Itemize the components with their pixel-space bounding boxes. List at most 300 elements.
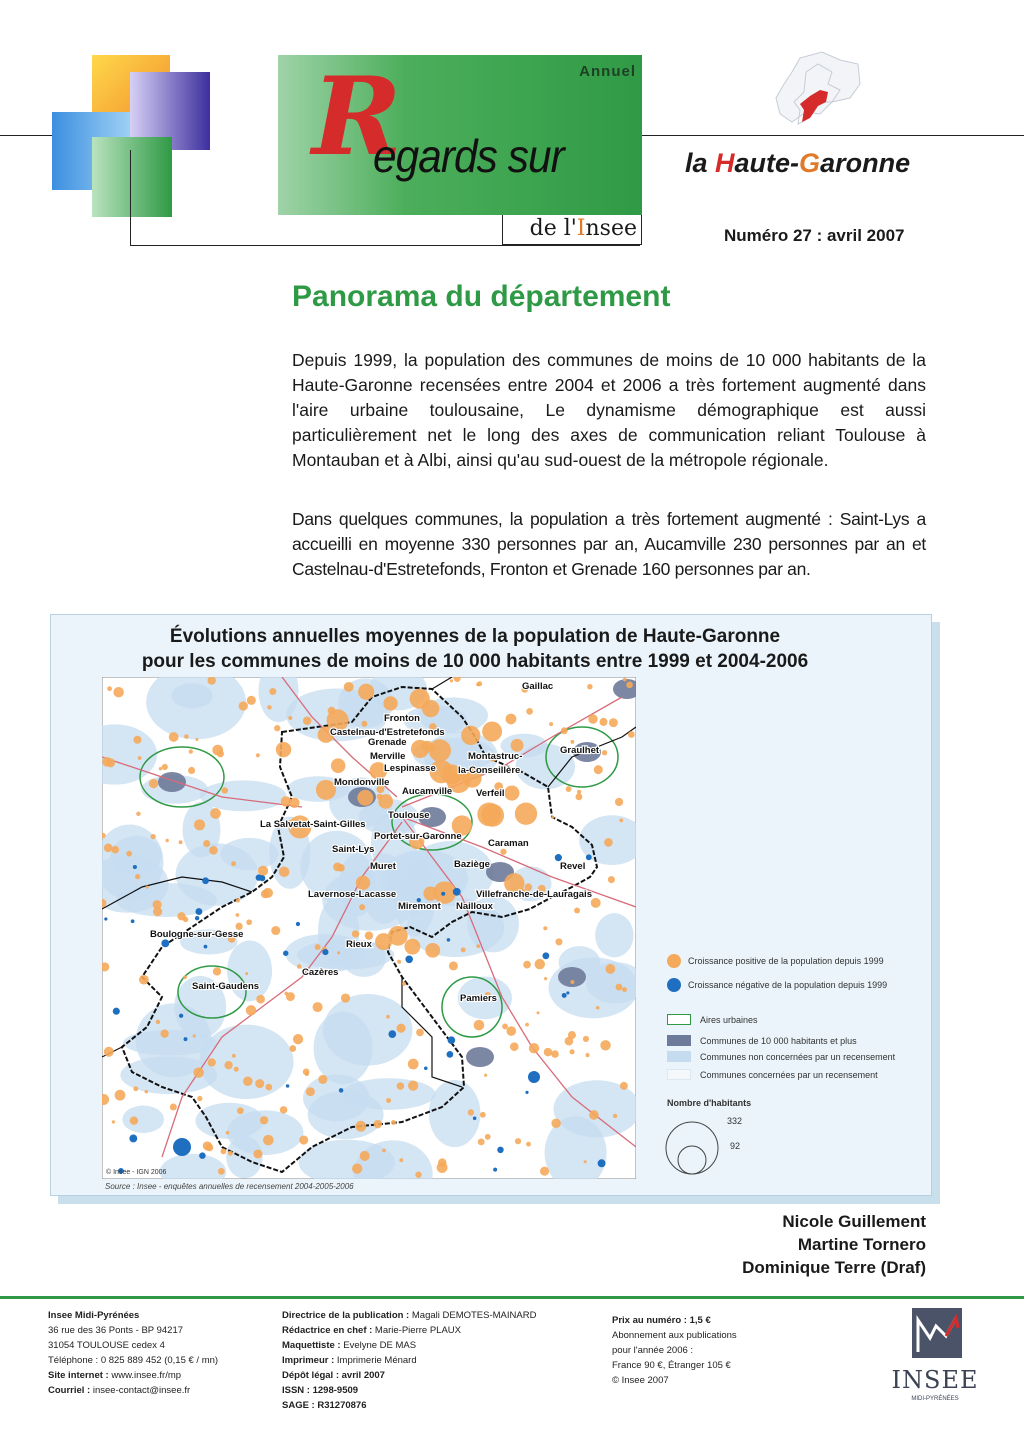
map-growth-dot-negative <box>104 917 107 920</box>
map-growth-dot-positive <box>224 1061 232 1069</box>
map-zone-not-concerned <box>136 1003 212 1077</box>
footer-col2-line-bold: Directrice de la publication : <box>282 1310 412 1321</box>
map-growth-dot-negative <box>447 938 451 942</box>
map-growth-dot-positive <box>615 798 623 806</box>
footer-col2-line-bold: Imprimeur : <box>282 1355 337 1366</box>
map-place-label: Lespinasse <box>384 763 436 774</box>
map-growth-dot-positive <box>386 1015 390 1019</box>
map-growth-dot-negative <box>473 1117 477 1121</box>
map-growth-dot-positive <box>356 876 370 890</box>
map-growth-dot-positive <box>193 1034 196 1037</box>
map-growth-dot-positive <box>570 740 574 744</box>
map-growth-dot-negative <box>542 952 549 959</box>
map-zone-not-concerned <box>200 780 287 811</box>
map-growth-dot-positive <box>151 834 156 839</box>
header-rule-right <box>640 135 1024 136</box>
map-place-label: Lavernose-Lacasse <box>308 889 397 900</box>
legend-not-concerned-label: Communes non concernées par un recensement <box>700 1052 896 1062</box>
map-growth-dot-positive <box>232 1054 236 1058</box>
footer-col3-line-text: France 90 €, Étranger 105 € <box>612 1360 731 1371</box>
map-growth-dot-positive <box>341 993 350 1002</box>
legend-positive-dot <box>667 954 681 968</box>
map-growth-dot-positive <box>615 984 622 991</box>
map-growth-dot-positive <box>587 684 592 689</box>
map-growth-dot-positive <box>605 964 615 974</box>
map-growth-dot-negative <box>131 919 135 923</box>
map-place-label: Portet-sur-Garonne <box>374 831 462 842</box>
map-growth-dot-positive <box>484 1074 487 1077</box>
map-growth-dot-positive <box>209 846 218 855</box>
map-growth-dot-positive <box>136 812 140 816</box>
masthead-insee-rest: nsee <box>585 216 637 241</box>
map-growth-dot-positive <box>265 1084 272 1091</box>
map-growth-dot-positive <box>410 689 430 709</box>
map-growth-dot-negative <box>256 874 262 880</box>
footer-col1-line-bold: Site internet : <box>48 1370 112 1381</box>
map-growth-dot-positive <box>184 734 189 739</box>
map-growth-dot-negative <box>204 945 208 949</box>
map-growth-dot-positive <box>236 898 240 902</box>
map-zone-not-concerned <box>342 1078 435 1110</box>
footer-col1-line-text: Téléphone : 0 825 889 452 (0,15 € / mn) <box>48 1355 219 1366</box>
map-growth-dot-positive <box>160 1029 168 1037</box>
map-growth-dot-positive <box>450 679 453 682</box>
masthead-de-l: de l' <box>529 216 577 241</box>
footer-col2-line <box>282 1368 536 1383</box>
map-growth-dot-positive <box>468 1109 474 1115</box>
footer-col2-line-bold: Rédactrice en chef : <box>282 1325 375 1336</box>
map-growth-dot-positive <box>361 721 367 727</box>
map-growth-dot-positive <box>222 787 228 793</box>
map-growth-dot-positive <box>476 944 480 948</box>
masthead-annuel: Annuel <box>579 63 636 80</box>
map-growth-dot-negative <box>598 1159 606 1167</box>
map-growth-dot-positive <box>620 1082 628 1090</box>
map-place-label: Verfeil <box>476 788 505 799</box>
map-growth-dot-positive <box>288 716 292 720</box>
map-growth-dot-positive <box>297 964 302 969</box>
map-growth-dot-positive <box>525 1023 529 1027</box>
map-growth-dot-positive <box>271 926 280 935</box>
map-growth-dot-positive <box>179 840 183 844</box>
footer-col2-line <box>282 1308 536 1323</box>
map-growth-dot-positive <box>111 846 119 854</box>
map-growth-dot-negative <box>525 1091 528 1094</box>
map-growth-dot-positive <box>506 714 517 725</box>
footer-col3-line-text: pour l'année 2006 : <box>612 1345 694 1356</box>
map-growth-dot-positive <box>600 1040 610 1050</box>
map-place-label: Boulogne-sur-Gesse <box>150 929 244 940</box>
map-place-label: Castelnau-d'Estretefonds <box>330 727 445 738</box>
map-growth-dot-positive <box>537 1011 540 1014</box>
map-growth-dot-positive <box>245 972 248 975</box>
map-growth-dot-positive <box>544 977 547 980</box>
map-growth-dot-positive <box>476 682 480 686</box>
map-growth-dot-positive <box>391 1120 396 1125</box>
footer-col2-line-text: Evelyne DE MAS <box>343 1340 417 1351</box>
map-growth-dot-positive <box>551 1050 559 1058</box>
map-growth-dot-positive <box>551 816 554 819</box>
insee-logo-text: INSEE <box>891 1366 979 1394</box>
map-growth-dot-positive <box>570 980 574 984</box>
map-growth-dot-positive <box>588 714 597 723</box>
map-growth-dot-positive <box>485 1134 491 1140</box>
dept-h: H <box>715 148 735 178</box>
map-growth-dot-negative <box>405 956 413 964</box>
map-growth-dot-positive <box>480 1112 486 1118</box>
map-place-label: Villefranche-de-Lauragais <box>476 889 592 900</box>
map-growth-dot-positive <box>623 678 627 682</box>
map-growth-dot-positive <box>279 867 289 877</box>
footer-address-column <box>48 1308 218 1398</box>
map-place-label: Muret <box>370 861 396 872</box>
map-growth-dot-positive <box>478 1138 485 1145</box>
footer-col1-line-bold: Courriel : <box>48 1385 93 1396</box>
masthead-regards-sur: egards sur <box>373 130 564 182</box>
map-growth-dot-negative <box>161 939 169 947</box>
map-growth-dot-positive <box>386 1098 391 1103</box>
map-growth-dot-positive <box>526 1142 531 1147</box>
map-growth-dot-positive <box>515 1138 521 1144</box>
dept-g: G <box>799 148 821 178</box>
footer-col3-line <box>612 1343 737 1358</box>
map-growth-dot-positive <box>247 696 256 705</box>
footer-col2-line-text: Magali DEMOTES-MAINARD <box>411 1310 537 1321</box>
footer-col2-line <box>282 1398 536 1413</box>
article-paragraph-1: Depuis 1999, la population des communes de moins de 10 000 habitants de la Haute-Garonne recensées entre 2004 et 2006 a très fortement augmenté dans l'aire urbaine toulousaine, Le dynamisme démographique est aussi particulièrement net le long des axes de communication reliant Toulouse à Montauban et à Albi, ainsi qu'au sud-ouest de la métropole régionale. <box>292 350 926 470</box>
map-zone-big-commune <box>158 772 186 792</box>
map-growth-dot-positive <box>551 1118 560 1127</box>
map-place-label: Graulhet <box>560 745 600 756</box>
map-growth-dot-positive <box>243 1077 252 1086</box>
masthead-de-l-insee <box>502 215 642 245</box>
map-growth-dot-positive <box>596 1006 600 1010</box>
insee-logo-mark-icon <box>912 1308 962 1360</box>
map-growth-dot-positive <box>628 731 635 738</box>
footer-col2-line-text: Marie-Pierre PLAUX <box>374 1325 461 1336</box>
footer-col1-line-text: 31054 TOULOUSE cedex 4 <box>48 1340 165 1351</box>
map-growth-dot-positive <box>237 1107 244 1114</box>
footer-col2-line-bold: Maquettiste : <box>282 1340 344 1351</box>
map-growth-dot-negative <box>173 1138 191 1156</box>
map-growth-dot-positive <box>313 1002 323 1012</box>
footer-col1-line <box>48 1353 218 1368</box>
legend-concerned-label: Communes concernées par un recensement <box>700 1070 878 1080</box>
map-growth-dot-positive <box>146 886 149 889</box>
legend-size-small: 92 <box>730 1141 741 1151</box>
map-growth-dot-positive <box>156 1020 160 1024</box>
map-growth-dot-positive <box>515 803 537 825</box>
map-zone-not-concerned <box>595 913 633 957</box>
map-zone-not-concerned <box>171 683 213 708</box>
map-growth-dot-negative <box>195 908 202 915</box>
masthead-insee-i: I <box>576 216 586 241</box>
map-growth-dot-positive <box>416 1029 424 1037</box>
map-growth-dot-positive <box>138 756 142 760</box>
map-growth-dot-positive <box>331 758 346 773</box>
map-growth-dot-negative <box>283 951 288 956</box>
map-growth-dot-positive <box>449 961 458 970</box>
footer-col2-line-bold: ISSN : 1298-9509 <box>282 1385 359 1396</box>
map-growth-dot-positive <box>352 930 359 937</box>
map-growth-dot-positive <box>162 764 168 770</box>
footer-col3-line <box>612 1313 737 1328</box>
map-growth-dot-positive <box>206 1144 214 1152</box>
footer-col1-line <box>48 1308 218 1323</box>
insee-logo-subtext: MIDI-PYRÉNÉES <box>911 1396 959 1402</box>
map-growth-dot-negative <box>286 1084 289 1087</box>
map-growth-dot-positive <box>263 888 273 898</box>
map-growth-dot-positive <box>328 707 336 715</box>
map-place-label: Nailloux <box>456 901 493 912</box>
map-growth-dot-positive <box>213 967 221 975</box>
map-growth-dot-positive <box>267 705 271 709</box>
map-growth-dot-positive <box>113 687 123 697</box>
map-growth-dot-positive <box>609 718 618 727</box>
footer-col1-line <box>48 1338 218 1353</box>
footer-col2-line-bold: Dépôt légal : avril 2007 <box>282 1370 385 1381</box>
map-growth-dot-positive <box>408 1081 418 1091</box>
map-zone-not-concerned <box>227 940 272 1001</box>
map-growth-dot-positive <box>622 987 627 992</box>
map-zone-big-commune <box>466 1047 494 1067</box>
footer-col3-line <box>612 1373 737 1388</box>
issue-number: Numéro 27 : avril 2007 <box>724 226 905 245</box>
figure-title-line-2: pour les communes de moins de 10 000 habitants entre 1999 et 2004-2006 <box>141 651 809 672</box>
map-growth-dot-negative <box>179 1014 183 1018</box>
map-growth-dot-negative <box>129 1135 137 1143</box>
map-place-label: Toulouse <box>388 810 430 821</box>
map-growth-dot-positive <box>500 849 506 855</box>
map-growth-dot-positive <box>383 696 397 710</box>
footer-rule <box>0 1296 1024 1299</box>
map-growth-dot-positive <box>299 1136 308 1145</box>
map-growth-dot-positive <box>352 1163 362 1173</box>
footer-col3-line-text: © Insee 2007 <box>612 1375 669 1386</box>
map-growth-dot-negative <box>113 1008 120 1015</box>
map-growth-dot-positive <box>133 736 141 744</box>
map-place-label: Miremont <box>398 901 441 912</box>
map-growth-dot-positive <box>461 726 480 745</box>
map-growth-dot-positive <box>360 1151 370 1161</box>
map-growth-dot-positive <box>408 1059 419 1070</box>
map-growth-dot-positive <box>280 1106 288 1114</box>
map-growth-dot-positive <box>195 738 198 741</box>
figure-source: Source : Insee - enquêtes annuelles de recensement 2004-2005-2006 <box>105 1182 354 1191</box>
map-growth-dot-positive <box>613 1114 617 1118</box>
map-place-label: Grenade <box>368 737 407 748</box>
map-growth-dot-positive <box>107 686 112 691</box>
map-growth-dot-negative <box>562 993 567 998</box>
map-place-label: Rieux <box>346 939 372 950</box>
map-place-label: Fronton <box>384 713 420 724</box>
map-place-label: La Salvetat-Saint-Gilles <box>260 819 366 830</box>
map-growth-dot-positive <box>189 749 193 753</box>
map-growth-dot-positive <box>344 682 354 692</box>
map-growth-dot-positive <box>231 861 236 866</box>
map-place-label: Aucamville <box>402 786 453 797</box>
map-growth-dot-positive <box>210 808 221 819</box>
map-place-label: Mondonville <box>334 777 390 788</box>
map-growth-dot-positive <box>126 851 132 857</box>
article-paragraph-2: Dans quelques communes, la population a très fortement augmenté : Saint-Lys a accueilli en moyenne 330 personnes par an, Aucamville 230 personnes par an et Castelnau-d'Estretefonds, Fronton et Grenade 160 personnes par an. <box>292 509 926 579</box>
map-growth-dot-positive <box>306 1087 315 1096</box>
legend-size-large: 332 <box>727 1116 743 1126</box>
map-growth-dot-positive <box>177 912 185 920</box>
map-growth-dot-positive <box>589 1110 599 1120</box>
map-growth-dot-positive <box>566 786 572 792</box>
masthead-green-panel <box>278 55 642 215</box>
footer-col1-line-bold: Insee Midi-Pyrénées <box>48 1310 140 1321</box>
masthead-big-r: R <box>312 54 402 180</box>
map-growth-dot-positive <box>523 961 531 969</box>
map-growth-dot-positive <box>303 1068 310 1075</box>
header-rule-left <box>0 135 56 136</box>
legend-negative-label: Croissance négative de la population depuis 1999 <box>688 980 888 990</box>
map-growth-dot-positive <box>188 767 195 774</box>
map-growth-dot-negative <box>388 1030 396 1038</box>
map-growth-dot-positive <box>382 1149 386 1153</box>
map-growth-dot-positive <box>474 1020 485 1031</box>
map-growth-dot-positive <box>549 722 553 726</box>
map-growth-dot-positive <box>289 798 299 808</box>
map-growth-dot-positive <box>568 1031 576 1039</box>
masthead-banner <box>278 55 642 245</box>
map-growth-dot-negative <box>184 1037 188 1041</box>
map-growth-dot-positive <box>402 982 406 986</box>
map-growth-dot-negative <box>424 1066 428 1070</box>
map-growth-dot-positive <box>260 1116 268 1124</box>
footer-price-column <box>612 1313 737 1388</box>
map-growth-dot-positive <box>276 742 291 757</box>
map-growth-dot-positive <box>404 939 420 955</box>
map-growth-dot-negative <box>195 916 199 920</box>
map-zone-not-concerned <box>122 1106 164 1134</box>
map-place-label: Caraman <box>488 838 529 849</box>
footer-col1-line-text: 36 rue des 36 Ponts - BP 94217 <box>48 1325 184 1336</box>
map-growth-dot-negative <box>296 922 300 926</box>
authors-block <box>742 1210 926 1279</box>
legend-urban-swatch <box>667 1014 691 1025</box>
map-growth-dot-positive <box>355 1121 366 1132</box>
map-growth-dot-positive <box>159 767 162 770</box>
map-growth-dot-positive <box>239 701 248 710</box>
map-growth-dot-positive <box>477 802 501 826</box>
map-growth-dot-positive <box>425 943 440 958</box>
map-growth-dot-negative <box>448 1036 456 1044</box>
author-1: Nicole Guillement <box>782 1212 926 1231</box>
map-growth-dot-positive <box>256 995 265 1004</box>
map-growth-dot-positive <box>388 926 408 946</box>
department-title <box>685 148 910 179</box>
footer-col2-line <box>282 1323 536 1338</box>
map-place-label: Saint-Lys <box>332 844 375 855</box>
map-growth-dot-positive <box>608 876 615 883</box>
map-growth-dot-positive <box>535 959 545 969</box>
map-growth-dot-positive <box>203 840 210 847</box>
map-growth-dot-positive <box>153 907 162 916</box>
footer-col1-line <box>48 1368 218 1383</box>
square-green <box>92 137 172 217</box>
map-growth-dot-positive <box>208 1058 216 1066</box>
map-growth-dot-positive <box>585 1053 589 1057</box>
map-growth-dot-positive <box>318 1075 327 1084</box>
footer-col1-line <box>48 1383 218 1398</box>
map-growth-dot-positive <box>482 722 502 742</box>
insee-logo <box>890 1308 980 1408</box>
map-growth-dot-positive <box>253 1149 262 1158</box>
map-growth-dot-positive <box>529 1043 539 1053</box>
map-growth-dot-positive <box>316 780 336 800</box>
map-growth-dot-positive <box>193 1067 203 1077</box>
footer-col2-line <box>282 1353 536 1368</box>
map-growth-dot-positive <box>220 1148 226 1154</box>
map-growth-dot-positive <box>526 708 533 715</box>
map-growth-dot-positive <box>574 908 580 914</box>
map-place-label: Saint-Gaudens <box>192 981 260 992</box>
map-growth-dot-positive <box>255 1079 264 1088</box>
footer-col1-line-text: www.insee.fr/mp <box>111 1370 182 1381</box>
map-growth-dot-positive <box>274 725 280 731</box>
map-growth-dot-positive <box>333 863 342 872</box>
map-place-label: Montastruc- <box>468 751 523 762</box>
map-growth-dot-positive <box>228 1151 233 1156</box>
map-growth-dot-positive <box>374 1120 382 1128</box>
map-growth-dot-negative <box>322 949 328 955</box>
footer-col2-line-bold: SAGE : R31270876 <box>282 1400 367 1411</box>
map-growth-dot-positive <box>583 1036 589 1042</box>
map-zone-not-concerned <box>221 838 279 870</box>
map-growth-dot-negative <box>133 865 137 869</box>
legend-big-communes-label: Communes de 10 000 habitants et plus <box>700 1036 857 1046</box>
map-growth-dot-positive <box>303 716 312 725</box>
map-growth-dot-positive <box>256 753 260 757</box>
map-growth-dot-negative <box>586 854 592 860</box>
map-growth-dot-positive <box>506 1026 516 1036</box>
map-growth-dot-negative <box>493 1168 497 1172</box>
footer-col2-line <box>282 1383 536 1398</box>
map-growth-dot-positive <box>115 1090 126 1101</box>
map-growth-dot-positive <box>217 750 224 757</box>
dept-aronne: aronne <box>820 148 911 178</box>
map-growth-dot-positive <box>584 1160 587 1163</box>
header-frame-horizontal <box>130 245 640 246</box>
footer-col1-line <box>48 1323 218 1338</box>
map-growth-dot-negative <box>441 892 445 896</box>
map-growth-dot-negative <box>566 991 569 994</box>
map-copyright: © Insee - IGN 2006 <box>106 1169 167 1176</box>
map-growth-dot-positive <box>104 844 113 853</box>
map-growth-dot-positive <box>234 1067 239 1072</box>
map-growth-dot-positive <box>504 785 519 800</box>
map-growth-dot-positive <box>461 947 466 952</box>
map-growth-dot-positive <box>510 1042 519 1051</box>
map-growth-dot-positive <box>246 919 252 925</box>
dept-la: la <box>685 148 716 178</box>
map-growth-dot-negative <box>199 1152 206 1159</box>
map-growth-dot-positive <box>561 727 568 734</box>
map-growth-dot-positive <box>422 741 433 752</box>
map-place-label: Merville <box>370 751 406 762</box>
footer-col3-line-bold: Prix au numéro : 1,5 € <box>612 1315 711 1326</box>
map-place-label: Pamiers <box>460 993 497 1004</box>
map-growth-dot-positive <box>438 1158 446 1166</box>
map-growth-dot-positive <box>555 938 562 945</box>
map-growth-dot-positive <box>139 975 149 985</box>
map-growth-dot-positive <box>197 1096 202 1101</box>
map-growth-dot-positive <box>357 790 373 806</box>
map-growth-dot-positive <box>218 1168 225 1175</box>
